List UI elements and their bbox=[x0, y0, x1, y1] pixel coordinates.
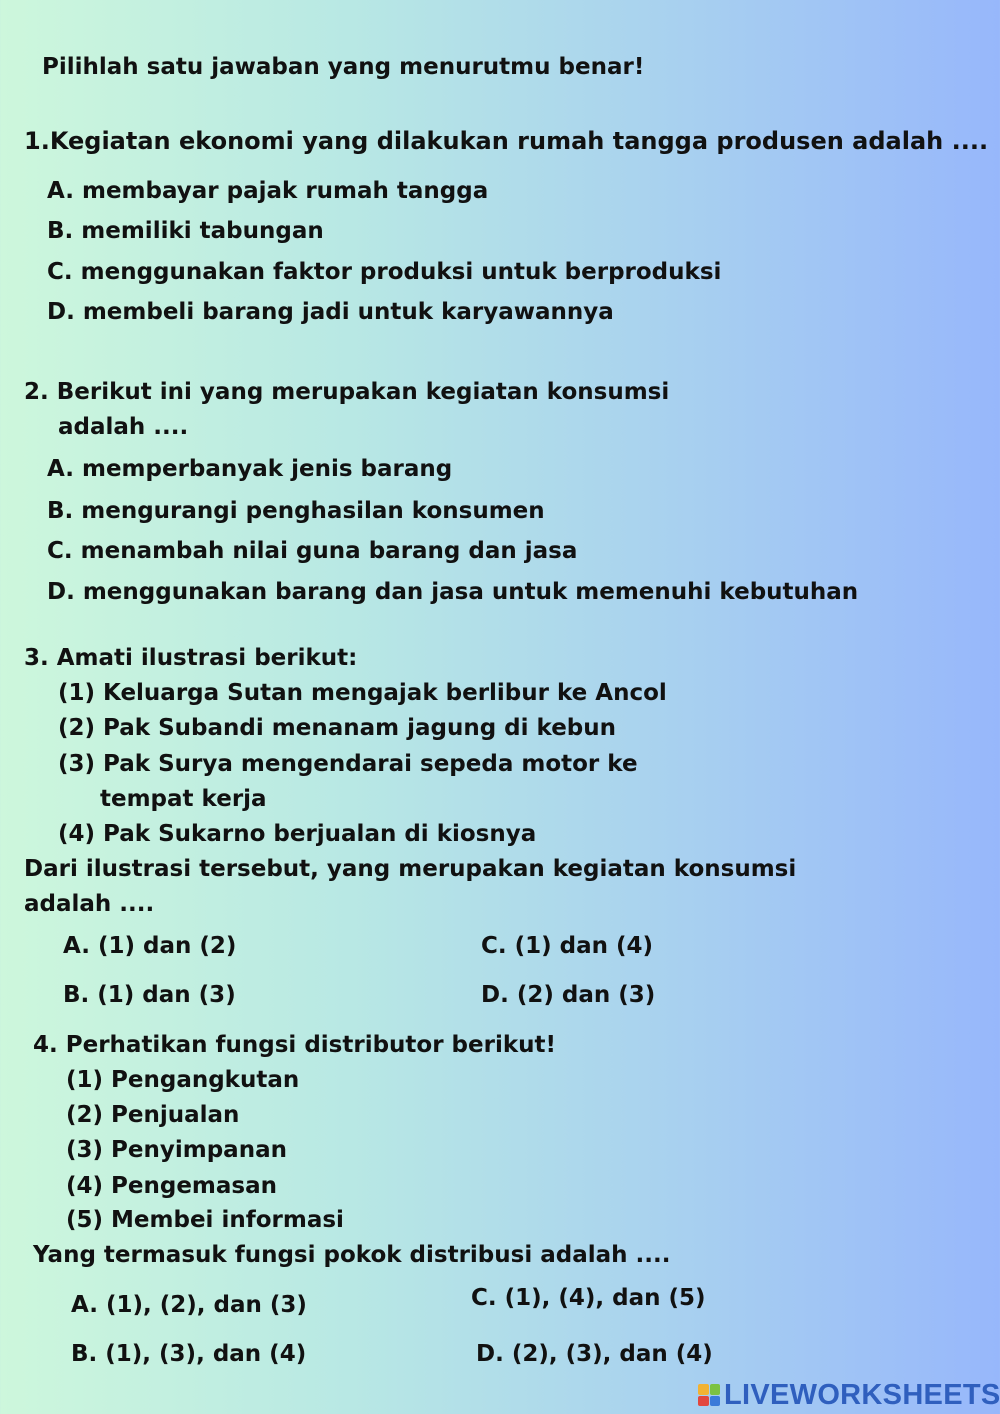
question-2: 2. Berikut ini yang merupakan kegiatan konsumsi bbox=[24, 379, 670, 405]
q3-option-a[interactable]: A. (1) dan (2) bbox=[63, 933, 237, 959]
logo-square-4 bbox=[710, 1396, 721, 1407]
q3-item-4: (4) Pak Sukarno berjualan di kiosnya bbox=[58, 821, 537, 847]
logo-square-2 bbox=[710, 1384, 721, 1395]
q2-option-d[interactable]: D. menggunakan barang dan jasa untuk memenuhi kebutuhan bbox=[47, 579, 859, 605]
question-3: 3. Amati ilustrasi berikut: bbox=[24, 645, 358, 671]
q3-option-c[interactable]: C. (1) dan (4) bbox=[481, 933, 654, 959]
instruction: Pilihlah satu jawaban yang menurutmu benar! bbox=[42, 54, 645, 80]
q4-prompt: Yang termasuk fungsi pokok distribusi adalah .... bbox=[33, 1242, 671, 1268]
q3-option-d[interactable]: D. (2) dan (3) bbox=[481, 982, 656, 1008]
q4-item-5: (5) Membei informasi bbox=[66, 1207, 344, 1233]
q4-item-3: (3) Penyimpanan bbox=[66, 1137, 287, 1163]
q1-option-c[interactable]: C. menggunakan faktor produksi untuk berproduksi bbox=[47, 259, 722, 285]
q3-item-2: (2) Pak Subandi menanam jagung di kebun bbox=[58, 715, 617, 741]
q1-option-a[interactable]: A. membayar pajak rumah tangga bbox=[47, 178, 489, 204]
q2-option-a[interactable]: A. memperbanyak jenis barang bbox=[47, 456, 453, 482]
q4-option-d[interactable]: D. (2), (3), dan (4) bbox=[476, 1341, 713, 1367]
question-4: 4. Perhatikan fungsi distributor berikut! bbox=[33, 1032, 557, 1058]
question-2-cont: adalah .... bbox=[58, 414, 189, 440]
q3-prompt: Dari ilustrasi tersebut, yang merupakan kegiatan konsumsi bbox=[24, 856, 797, 882]
q3-item-1: (1) Keluarga Sutan mengajak berlibur ke Ancol bbox=[58, 680, 667, 706]
q4-option-a[interactable]: A. (1), (2), dan (3) bbox=[71, 1292, 307, 1318]
q4-item-1: (1) Pengangkutan bbox=[66, 1067, 300, 1093]
liveworksheets-logo-icon bbox=[698, 1384, 720, 1406]
q1-option-b[interactable]: B. memiliki tabungan bbox=[47, 218, 324, 244]
q4-item-2: (2) Penjualan bbox=[66, 1102, 240, 1128]
logo-square-3 bbox=[698, 1396, 709, 1407]
liveworksheets-watermark bbox=[698, 1378, 1000, 1412]
q4-option-c[interactable]: C. (1), (4), dan (5) bbox=[471, 1285, 706, 1311]
q2-option-c[interactable]: C. menambah nilai guna barang dan jasa bbox=[47, 538, 578, 564]
q3-option-b[interactable]: B. (1) dan (3) bbox=[63, 982, 236, 1008]
question-1: 1.Kegiatan ekonomi yang dilakukan rumah tangga produsen adalah .... bbox=[24, 127, 989, 155]
q4-option-b[interactable]: B. (1), (3), dan (4) bbox=[71, 1341, 307, 1367]
q3-prompt-cont: adalah .... bbox=[24, 891, 155, 917]
q1-option-d[interactable]: D. membeli barang jadi untuk karyawannya bbox=[47, 299, 614, 325]
logo-square-1 bbox=[698, 1384, 709, 1395]
q3-item-3-cont: tempat kerja bbox=[100, 786, 267, 812]
q4-item-4: (4) Pengemasan bbox=[66, 1173, 277, 1199]
q3-item-3: (3) Pak Surya mengendarai sepeda motor ke bbox=[58, 751, 638, 777]
watermark-text: LIVEWORKSHEETS bbox=[724, 1378, 1000, 1411]
q2-option-b[interactable]: B. mengurangi penghasilan konsumen bbox=[47, 498, 545, 524]
